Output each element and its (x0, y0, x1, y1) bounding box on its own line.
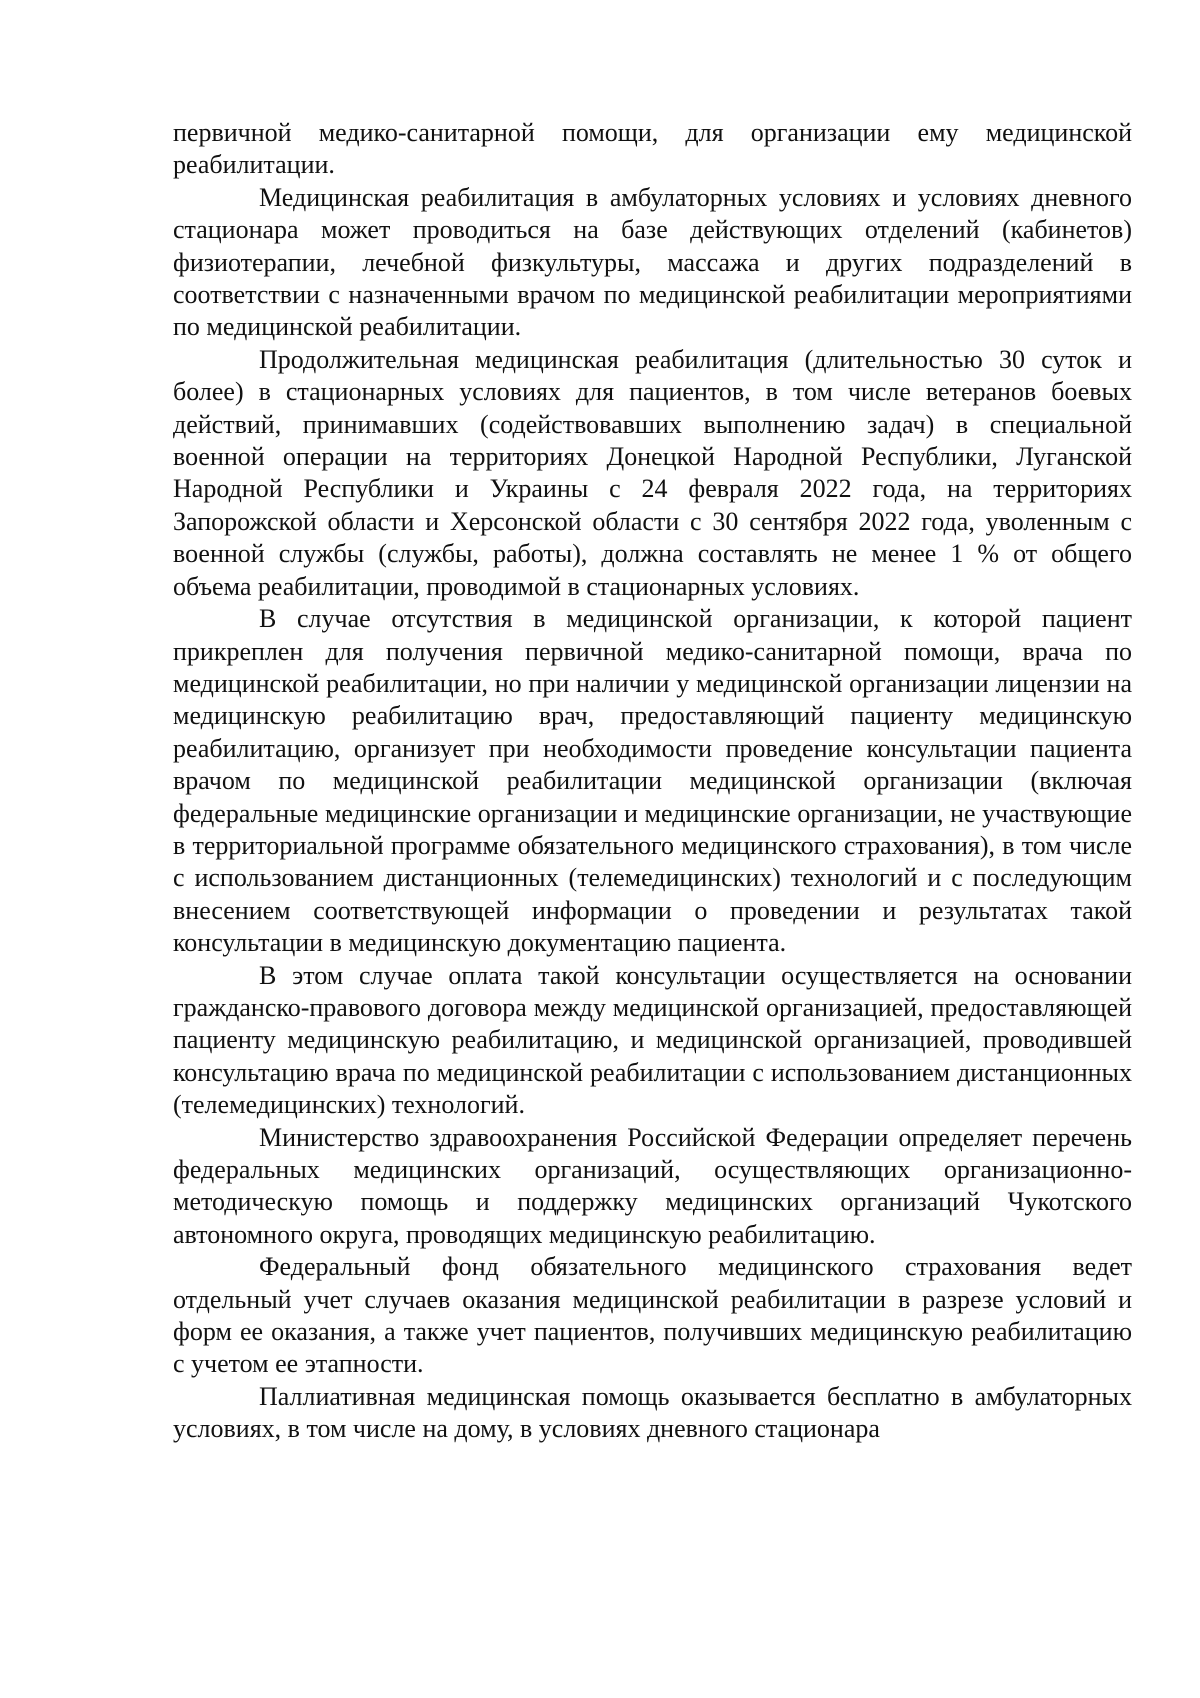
document-body (173, 117, 1132, 1446)
paragraph-continuation: первичной медико-санитарной помощи, для организации ему медицинской реабилитации. (173, 118, 1132, 180)
paragraph-ministry: Министерство здравоохранения Российской Федерации определяет перечень федеральных медицинских организаций, осуществляющих организационно-методическую помощь и поддержку медицинских организаций Чукотского автономного округа, проводящих медицинскую реабилитацию. (173, 1122, 1132, 1249)
paragraph-insurance-fund: Федеральный фонд обязательного медицинского страхования ведет отдельный учет случаев оказания медицинской реабилитации в разрезе условий и форм ее оказания, а также учет пациентов, получивших медицинскую реабилитацию с учетом ее этапности. (173, 1252, 1132, 1379)
paragraph-consultation-payment: В этом случае оплата такой консультации осуществляется на основании гражданско-правового договора между медицинской организацией, предоставляющей пациенту медицинскую реабилитацию, и медицинской организацией, проводившей консультацию врача по медицинской реабилитации с использованием дистанционных (телемедицинских) технологий. (173, 960, 1132, 1120)
paragraph-palliative-care: Паллиативная медицинская помощь оказывается бесплатно в амбулаторных условиях, в том числе на дому, в условиях дневного стационара (173, 1381, 1132, 1444)
paragraph-absence-of-doctor: В случае отсутствия в медицинской организации, к которой пациент прикреплен для получения первичной медико-санитарной помощи, врача по медицинской реабилитации, но при наличии у медицинской организации лицензии на медицинскую реабилитацию врач, предоставляющий пациенту медицинскую реабилитацию, организует при необходимости проведение консультации пациента врачом по медицинской реабилитации медицинской организации (включая федеральные медицинские организации и медицинские организации, не участвующие в территориальной программе обязательного медицинского страхования), в том числе с использованием дистанционных (телемедицинских) технологий и с последующим внесением соответствующей информации о проведении и результатах такой консультации в медицинскую документацию пациента. (173, 604, 1132, 958)
paragraph-long-term-rehab: Продолжительная медицинская реабилитация (длительностью 30 суток и более) в стационарных условиях для пациентов, в том числе ветеранов боевых действий, принимавших (содействовавших выполнению задач) в специальной военной операции на территориях Донецкой Народной Республики, Луганской Народной Республики и Украины с 24 февраля 2022 года, на территориях Запорожской области и Херсонской области с 30 сентября 2022 года, уволенным с военной службы (службы, работы), должна составлять не менее 1 % от общего объема реабилитации, проводимой в стационарных условиях. (173, 344, 1132, 601)
paragraph-rehab-outpatient: Медицинская реабилитация в амбулаторных условиях и условиях дневного стационара может проводиться на базе действующих отделений (кабинетов) физиотерапии, лечебной физкультуры, массажа и других подразделений в соответствии с назначенными врачом по медицинской реабилитации мероприятиями по медицинской реабилитации. (173, 182, 1132, 342)
